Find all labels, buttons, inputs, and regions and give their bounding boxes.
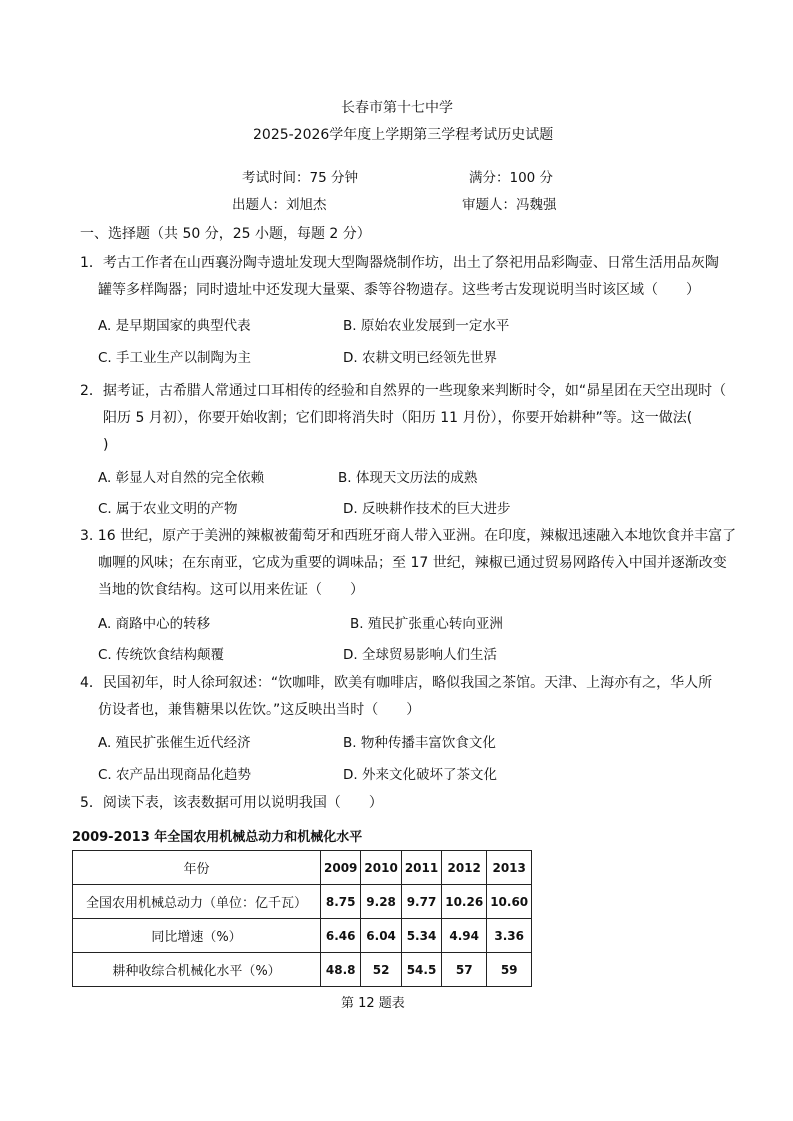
- question-1-option-c: C. 手工业生产以制陶为主: [98, 350, 252, 366]
- question-3-line-1: 3. 16 世纪，原产于美洲的辣椒被葡萄牙和西班牙商人带入亚洲。在印度，辣椒迅速融入本地饮食并丰富了: [80, 528, 737, 544]
- table-header-cell: 2011: [401, 851, 441, 885]
- table-row: [73, 953, 532, 987]
- question-4-option-d: D. 外来文化破坏了茶文化: [343, 767, 497, 783]
- question-3-line-2: 咖喱的风味；在东南亚，它成为重要的调味品；至 17 世纪，辣椒已通过贸易网路传入中国并逐渐改变: [98, 555, 727, 571]
- exam-time: 考试时间：75 分钟: [242, 170, 358, 186]
- table-cell: 54.5: [401, 953, 441, 987]
- question-author: 出题人：刘旭杰: [232, 197, 327, 213]
- question-3-option-d: D. 全球贸易影响人们生活: [343, 647, 497, 663]
- table-row: [73, 919, 532, 953]
- table-row-label: 全国农用机械总动力（单位：亿千瓦）: [73, 885, 321, 919]
- table-header-cell: 2012: [442, 851, 487, 885]
- table-cell: 10.26: [442, 885, 487, 919]
- question-4-line-2: 仿设者也，兼售糖果以佐饮。”这反映出当时（ ）: [98, 702, 421, 718]
- question-1-option-d: D. 农耕文明已经领先世界: [343, 350, 497, 366]
- table-header-cell: 年份: [73, 851, 321, 885]
- question-2-line-3: ): [103, 437, 109, 453]
- table-header-cell: 2013: [487, 851, 532, 885]
- table-cell: 4.94: [442, 919, 487, 953]
- table-cell: 59: [487, 953, 532, 987]
- table-cell: 6.04: [361, 919, 401, 953]
- table-header-row: [73, 851, 532, 885]
- full-score: 满分：100 分: [469, 170, 554, 186]
- table-cell: 8.75: [321, 885, 361, 919]
- table-header-cell: 2010: [361, 851, 401, 885]
- table-header-cell: 2009: [321, 851, 361, 885]
- table-footnote: 第 12 题表: [341, 996, 405, 1011]
- question-reviewer: 审题人：冯魏强: [462, 197, 557, 213]
- exam-title: 2025-2026学年度上学期第三学程考试历史试题: [253, 127, 554, 143]
- question-1-line-2: 罐等多样陶器；同时遗址中还发现大量粟、黍等谷物遗存。这些考古发现说明当时该区域（ ）: [98, 282, 700, 298]
- table-cell: 5.34: [401, 919, 441, 953]
- table-row: [73, 885, 532, 919]
- data-table: [72, 850, 532, 987]
- question-4-option-a: A. 殖民扩张催生近代经济: [98, 735, 251, 751]
- question-3-option-a: A. 商路中心的转移: [98, 616, 211, 632]
- question-2-option-c: C. 属于农业文明的产物: [98, 501, 238, 517]
- section-heading: 一、选择题（共 50 分，25 小题，每题 2 分）: [80, 226, 371, 242]
- table-cell: 9.28: [361, 885, 401, 919]
- question-4-option-c: C. 农产品出现商品化趋势: [98, 767, 252, 783]
- school-name: 长春市第十七中学: [341, 100, 453, 116]
- question-2-option-b: B. 体现天文历法的成熟: [338, 470, 478, 486]
- table-cell: 3.36: [487, 919, 532, 953]
- question-2-line-2: 阳历 5 月初），你要开始收割；它们即将消失时（阳历 11 月份），你要开始耕种”等。这一做法(: [103, 410, 693, 426]
- table-cell: 10.60: [487, 885, 532, 919]
- question-5-line-1: 5．阅读下表，该表数据可用以说明我国（ ）: [80, 795, 383, 811]
- question-3-option-b: B. 殖民扩张重心转向亚洲: [350, 616, 503, 632]
- question-2-line-1: 2．据考证，古希腊人常通过口耳相传的经验和自然界的一些现象来判断时令，如“昴星团在天空出现时（: [80, 383, 727, 399]
- table-caption: 2009-2013 年全国农用机械总动力和机械化水平: [72, 830, 363, 845]
- table-cell: 52: [361, 953, 401, 987]
- table-cell: 57: [442, 953, 487, 987]
- question-1-option-b: B. 原始农业发展到一定水平: [343, 318, 510, 334]
- table-row-label: 同比增速（%）: [73, 919, 321, 953]
- question-2-option-a: A. 彰显人对自然的完全依赖: [98, 470, 265, 486]
- question-3-line-3: 当地的饮食结构。这可以用来佐证（ ）: [98, 582, 364, 598]
- question-2-option-d: D. 反映耕作技术的巨大进步: [343, 501, 511, 517]
- question-4-option-b: B. 物种传播丰富饮食文化: [343, 735, 496, 751]
- table-cell: 48.8: [321, 953, 361, 987]
- question-1-line-1: 1．考古工作者在山西襄汾陶寺遗址发现大型陶器烧制作坊，出土了祭祀用品彩陶壶、日常生活用品灰陶: [80, 255, 719, 271]
- table-cell: 6.46: [321, 919, 361, 953]
- table-cell: 9.77: [401, 885, 441, 919]
- table-row-label: 耕种收综合机械化水平（%）: [73, 953, 321, 987]
- question-4-line-1: 4．民国初年，时人徐珂叙述：“饮咖啡，欧美有咖啡店，略似我国之茶馆。天津、上海亦有之，华人所: [80, 675, 713, 691]
- question-3-option-c: C. 传统饮食结构颠覆: [98, 647, 225, 663]
- question-1-option-a: A. 是早期国家的典型代表: [98, 318, 251, 334]
